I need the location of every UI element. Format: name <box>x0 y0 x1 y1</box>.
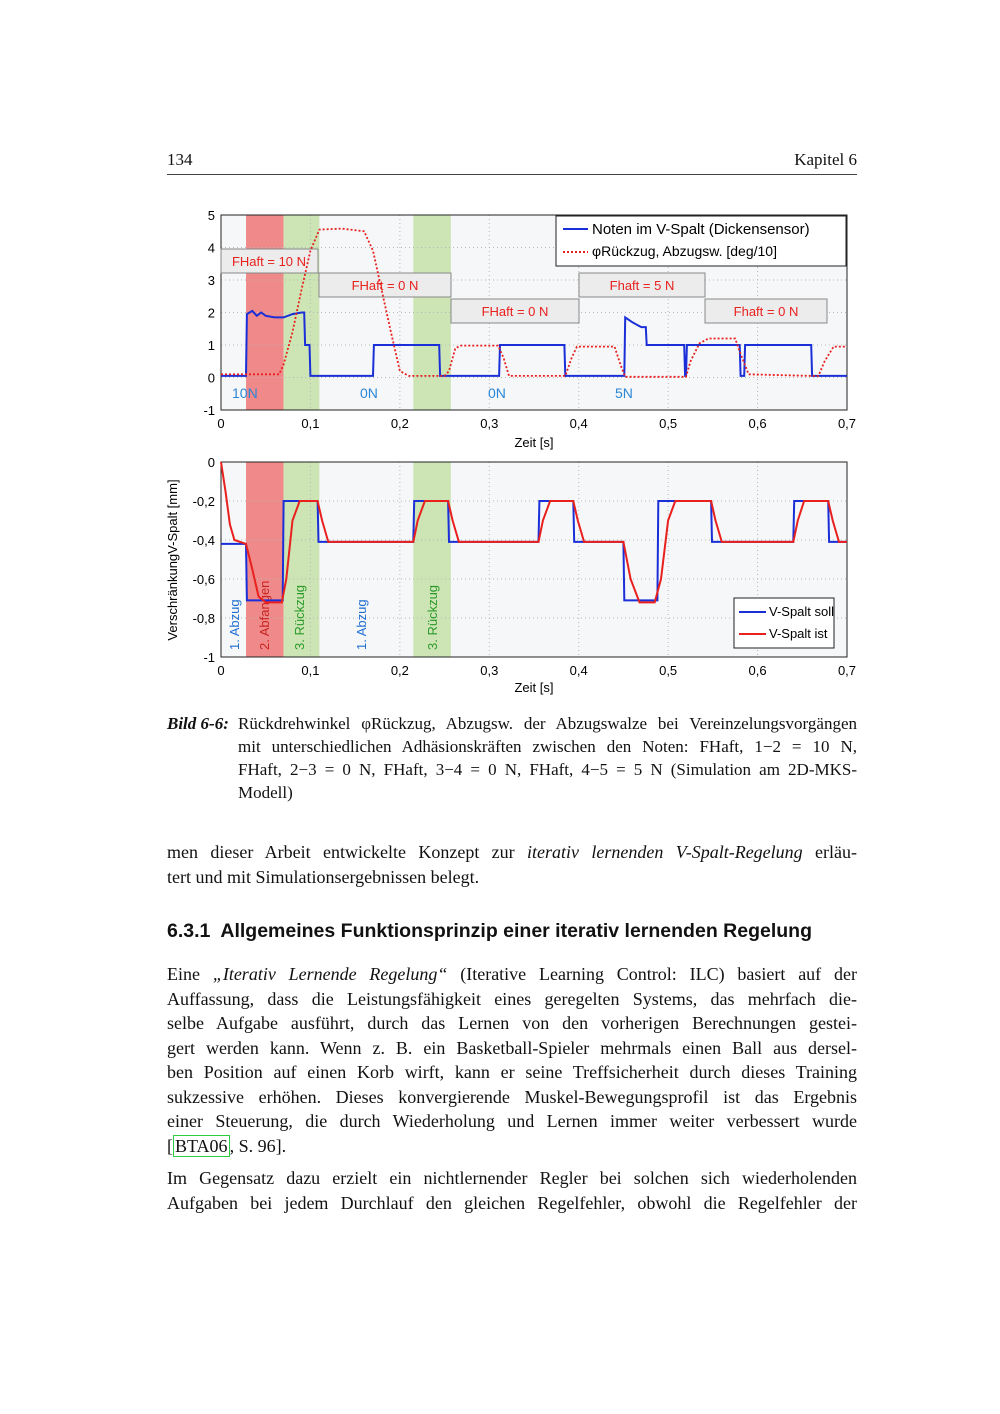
force-box-5 <box>705 299 827 323</box>
force-box-4 <box>579 273 705 297</box>
para1-line-4: gert werden kann. Wenn z. B. ein Basketball-Spieler mehrmals einen Ball aus dersel- <box>167 1037 857 1058</box>
section-heading <box>167 920 812 943</box>
section-number: 6.3.1 <box>167 920 211 942</box>
lower-xlabel: Zeit [s] <box>514 680 554 695</box>
paragraph-ilc <box>167 962 857 1158</box>
y-tick-label: 4 <box>207 240 215 256</box>
para1-line-2: Auffassung, dass die Leistungsfähigkeit eines geregelten Systems, das mehrfach die- <box>167 988 857 1009</box>
page-number: 134 <box>167 150 193 169</box>
intro-text-line2: tert und mit Simulationsergebnissen belegt. <box>167 866 480 887</box>
phase-label-abzug-2: 1. Abzug <box>354 599 369 650</box>
force-box-4-label: Fhaft = 5 N <box>609 278 675 293</box>
para2-line-1: Im Gegensatz dazu erzielt ein nichtlernender Regler bei solchen sich wiederholenden <box>167 1168 857 1188</box>
upper-chart <box>203 208 856 450</box>
phase-label-rueckzug-1: 3. Rückzug <box>292 584 307 650</box>
x-tick-label: 0,1 <box>301 416 320 431</box>
y-tick-label: -1 <box>203 650 215 665</box>
force-box-2 <box>319 273 451 297</box>
x-tick-label: 0,3 <box>480 663 499 678</box>
x-tick-label: 0,7 <box>837 663 857 678</box>
phase-label-rueckzug-2: 3. Rückzug <box>425 584 440 650</box>
x-tick-label: 0,7 <box>837 416 857 431</box>
x-tick-label: 0 <box>217 416 225 431</box>
x-tick-label: 0,2 <box>390 416 409 431</box>
caption-line-3: FHaft, 2−3 = 0 N, FHaft, 3−4 = 0 N, FHaft, 4−5 = 5 N (Simulation am 2D-MKS- <box>238 760 857 779</box>
citation-close: , S. 96]. <box>229 1135 287 1156</box>
force-box-5-label: Fhaft = 0 N <box>733 304 799 319</box>
page-header <box>167 148 857 175</box>
intro-text-a: men dieser Arbeit entwickelte Konzept zur <box>167 842 528 862</box>
intro-text-b: erläu- <box>802 842 857 862</box>
inline-label-10n: 10N <box>232 385 258 401</box>
force-box-1 <box>221 249 318 273</box>
figure-6-6 <box>160 200 860 700</box>
x-tick-label: 0,3 <box>480 416 499 431</box>
x-tick-label: 0 <box>217 663 225 678</box>
para1-line-5: ben Position auf einen Korb wirft, kann er seine Treffsicherheit durch dieses Training <box>167 1062 857 1082</box>
phase-label-abzug-1: 1. Abzug <box>227 599 242 650</box>
citation-open: [ <box>167 1135 173 1156</box>
para1-text-b: (Iterative Learning Control: ILC) basiert auf der <box>447 964 857 984</box>
figure-label: Bild 6-6: <box>167 714 229 733</box>
force-box-1-label: FHaft = 10 N <box>231 254 307 269</box>
x-tick-label: 0,6 <box>748 416 767 431</box>
citation-link-bta06[interactable]: BTA06 <box>175 1135 228 1156</box>
y-tick-label: 2 <box>207 305 215 321</box>
y-tick-label: -0,6 <box>192 572 215 587</box>
legend-entry-soll: V-Spalt soll <box>769 604 835 619</box>
lower-ylabel: VerschränkungV-Spalt [mm] <box>165 479 180 641</box>
para1-line-6: sukzessive erhöhen. Dieses konvergierende Muskel-Bewegungsprofil ist das Ergebnis <box>167 1086 857 1107</box>
inline-label-5n: 5N <box>615 385 633 401</box>
x-tick-label: 0,4 <box>569 416 588 431</box>
y-tick-label: -0,2 <box>192 494 215 509</box>
para1-line-3: selbe Aufgabe ausführt, durch das Lernen von den vorherigen Berechnungen gestei- <box>167 1013 857 1033</box>
upper-legend <box>556 216 846 266</box>
x-tick-label: 0,1 <box>301 663 320 678</box>
para1-text-a: Eine <box>167 964 213 984</box>
para2-line-2: Aufgaben bei jedem Durchlauf den gleichen Regelfehler, obwohl die Regelfehler der <box>167 1192 857 1213</box>
caption-line-2: mit unterschiedlichen Adhäsionskräften zwischen den Noten: FHaft, 1−2 = 10 N, <box>238 737 857 756</box>
x-tick-label: 0,6 <box>748 663 767 678</box>
x-tick-label: 0,2 <box>390 663 409 678</box>
legend-entry-ist: V-Spalt ist <box>769 626 828 641</box>
y-tick-label: 0 <box>207 455 215 470</box>
y-tick-label: -1 <box>203 403 215 418</box>
inline-label-0n-1: 0N <box>360 385 378 401</box>
y-tick-label: 0 <box>207 370 215 386</box>
paragraph-intro <box>167 840 857 889</box>
force-box-3 <box>451 299 579 323</box>
x-tick-label: 0,5 <box>659 663 678 678</box>
figure-charts <box>160 200 860 700</box>
legend-entry-phi: φRückzug, Abzugsw. [deg/10] <box>592 243 777 259</box>
chapter-title: Kapitel 6 <box>794 150 857 169</box>
paragraph-contrast <box>167 1166 857 1215</box>
lower-chart <box>165 455 856 695</box>
para1-italic: „Iterativ Lernende Regelung“ <box>212 964 448 984</box>
force-box-2-label: FHaft = 0 N <box>351 278 419 293</box>
caption-line-4: Modell) <box>238 783 293 802</box>
y-tick-label: 3 <box>207 273 215 288</box>
legend-entry-noten: Noten im V-Spalt (Dickensensor) <box>592 221 810 238</box>
lower-legend <box>734 598 834 648</box>
y-tick-label: -0,4 <box>192 533 215 548</box>
intro-text-italic: iterativ lernenden V-Spalt-Regelung <box>527 842 803 862</box>
para1-line-7: einer Steuerung, die durch Wiederholung und Lernen immer weiter verbessert wurde <box>167 1111 857 1131</box>
inline-label-0n-2: 0N <box>488 385 506 401</box>
y-tick-label: -0,8 <box>192 611 215 626</box>
phase-label-abfangen: 2. Abfangen <box>257 580 272 650</box>
force-box-3-label: FHaft = 0 N <box>481 304 549 319</box>
x-tick-label: 0,5 <box>659 416 678 431</box>
section-title: Allgemeines Funktionsprinzip einer iterativ lernenden Regelung <box>220 920 812 942</box>
x-tick-label: 0,4 <box>569 663 588 678</box>
caption-line-1: Rückdrehwinkel φRückzug, Abzugsw. der Abzugswalze bei Vereinzelungsvorgängen <box>238 714 857 733</box>
y-tick-label: 1 <box>207 338 215 353</box>
upper-xlabel: Zeit [s] <box>514 435 554 450</box>
figure-caption <box>167 712 857 804</box>
y-tick-label: 5 <box>207 208 215 223</box>
